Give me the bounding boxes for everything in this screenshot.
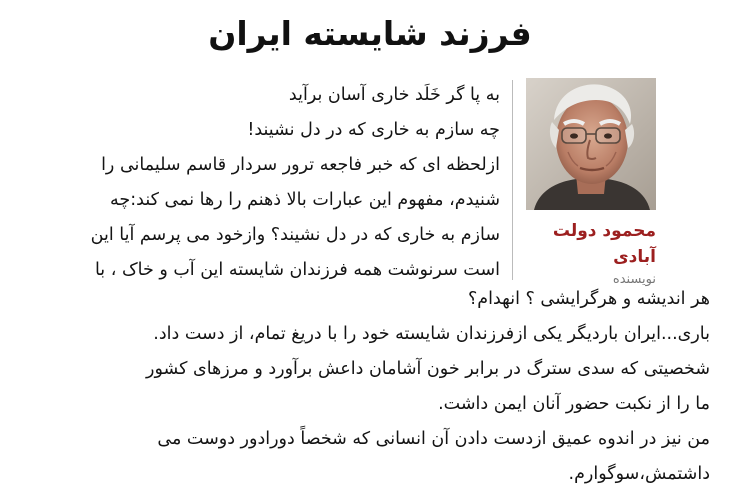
- body-line: است سرنوشت همه فرزندان شایسته این آب و خاک ، با: [94, 260, 500, 280]
- body-line: شخصیتی که سدی سترگ در برابر خون آشامان داعش برآورد و مرزهای کشور: [146, 359, 710, 379]
- article-body-full: [30, 282, 710, 492]
- column-divider: [512, 80, 513, 280]
- article-title: فرزند شایسته ایران: [208, 14, 532, 53]
- body-line: من نیز در اندوه عمیق ازدست دادن آن انسانی که شخصاً دورادور دوست می: [157, 429, 710, 449]
- body-line: ازلحظه ای که خبر فاجعه ترور سردار قاسم سلیمانی را: [101, 155, 500, 175]
- body-line: چه سازم به خاری که در دل نشیند!: [247, 120, 500, 140]
- body-line: باری...ایران باردیگر یکی ازفرزندان شایسته خود را با دریغ تمام، از دست داد.: [153, 324, 710, 344]
- author-photo: [526, 78, 656, 210]
- body-line: هر اندیشه و هرگرایشی ؟ انهدام؟: [468, 289, 710, 309]
- author-portrait-image: [526, 78, 656, 210]
- body-line: سازم به خاری که در دل نشیند؟ وازخود می پرسم آیا این: [90, 225, 500, 245]
- author-name: محمود دولت آبادی: [552, 221, 656, 267]
- author-role: نویسنده: [612, 272, 656, 287]
- body-line: داشتمش،سوگوارم.: [568, 464, 710, 484]
- body-line: ما را از نکبت حضور آنان ایمن داشت.: [438, 394, 710, 414]
- article-body-column: [30, 78, 500, 288]
- body-line: شنیدم، مفهوم این عبارات بالا ذهنم را رها نمی کند:چه: [110, 190, 500, 210]
- body-line: به پا گر خَلَد خاری آسان برآید: [288, 85, 500, 105]
- author-byline: [526, 78, 656, 290]
